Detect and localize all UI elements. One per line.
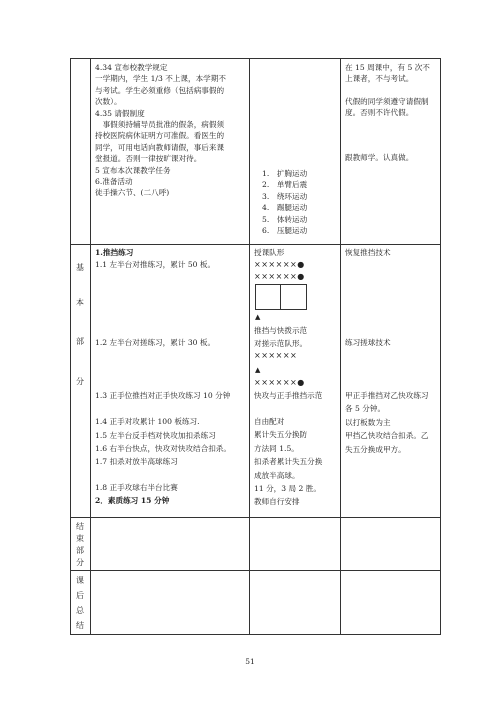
exercise-item: 1.6 右半台快点，快攻对快攻结合扣杀。 <box>95 444 231 453</box>
table-diagram <box>255 284 307 310</box>
side-label-char: 基 <box>76 263 84 272</box>
demo-text: 快攻与正手推挡示范 <box>254 391 323 400</box>
row-divider-1 <box>70 244 440 245</box>
section-heading: 1.推挡练习 <box>95 248 134 257</box>
exercise-item: 1.3 正手位推挡对正手快攻练习 10 分钟 <box>95 391 231 400</box>
top-middle-warmup-list <box>262 168 338 236</box>
side-label-char: 部 <box>76 546 84 555</box>
exercise-item: 1.2 左半台对搓练习，累计 30 板。 <box>95 338 216 347</box>
text-line: 教师自行安排 <box>254 497 300 507</box>
list-item: 5. 体转运动 <box>262 214 308 224</box>
exercise-item: 2．素质练习 15 分钟 <box>95 496 170 505</box>
top-left-text <box>95 62 245 199</box>
text-line: 甲正手推挡对乙快攻练习 <box>345 391 429 400</box>
text-line: 各 5 分钟。 <box>345 404 386 414</box>
col-divider-3 <box>340 58 341 635</box>
text-line: 5 宣布本次课教学任务 <box>95 165 171 175</box>
text-line: 徒手操六节、(二八呼) <box>95 188 170 198</box>
list-item: 4. 踢腿运动 <box>262 203 308 213</box>
side-label-char: 本 <box>76 298 84 307</box>
formation-row: ××××××● <box>254 260 305 269</box>
page-number: 51 <box>245 657 255 666</box>
side-label-char: 后 <box>76 591 84 600</box>
side-label-char: 部 <box>76 337 84 346</box>
side-label-char: 总 <box>76 606 84 615</box>
text-line <box>345 85 439 96</box>
goal-text: 恢复推挡技术 <box>345 248 391 257</box>
text-line: 成放半高球。 <box>254 470 300 480</box>
text-line: 4.35 请假制度 <box>95 108 145 118</box>
teacher-marker: ▲ <box>255 366 261 374</box>
col-divider-1 <box>90 58 91 635</box>
formation-title: 授课队形 <box>254 248 285 257</box>
text-line: 堂报道。否则一律按旷课对待。 <box>95 154 202 164</box>
list-item: 1. 扩胸运动 <box>262 169 308 178</box>
text-line: 失五分换成甲方。 <box>345 444 406 454</box>
text-line: 度。否则不许代假。 <box>345 108 414 118</box>
text-line: 与考试。学生必须重修（包括病事假的 <box>95 85 225 95</box>
side-label-char: 结 <box>76 621 84 630</box>
table-diagram-net <box>280 284 281 309</box>
top-right-text <box>345 62 439 163</box>
list-item: 6. 压腿运动 <box>262 226 308 236</box>
goal-text: 练习搓球技术 <box>345 338 391 347</box>
text-line: 自由配对 <box>254 417 285 426</box>
text-line: 同学，可用电话向教师请假，事后来课 <box>95 142 225 152</box>
text-line: 6.准备活动 <box>95 177 133 187</box>
table-border-bottom <box>70 634 440 635</box>
col-divider-2 <box>249 58 250 635</box>
text-line <box>345 119 439 130</box>
text-line: 11 分，3 局 2 胜。 <box>254 484 321 494</box>
exercise-item: 1.1 左半台对推练习，累计 50 板。 <box>95 260 216 269</box>
side-label-char: 课 <box>76 576 84 585</box>
text-line: 持校医院病休证明方可准假。看医生的 <box>95 131 225 141</box>
text-line: 4.34 宣布校教学规定 <box>95 63 168 72</box>
goal-text <box>345 390 439 455</box>
demo-text: 推挡与快拨示范 <box>254 326 308 335</box>
formation-row: ××××××● <box>254 378 305 387</box>
side-label-char: 结 <box>76 522 84 531</box>
text-line: 上课者，不与考试。 <box>345 74 414 84</box>
formation-row: ×××××× <box>254 351 298 360</box>
table-border-right <box>440 58 441 635</box>
text-line: 代假的同学须遵守请假制 <box>345 96 429 106</box>
text-line: 扣杀者累计失五分换 <box>254 457 323 467</box>
text-line: 一学期内，学生 1/3 不上课，本学期不 <box>95 74 226 84</box>
exercise-item: 1.5 左半台反手档对快攻加扣杀练习 <box>95 431 216 440</box>
exercise-item: 1.4 正手对攻累计 100 板练习. <box>95 417 200 426</box>
text-line: 在 15 周课中，有 5 次不 <box>345 63 430 72</box>
side-label-char: 分 <box>76 377 84 386</box>
text-line: 方法同 1.5。 <box>254 443 299 453</box>
text-line: 以打板数为主 <box>345 417 391 427</box>
row-divider-3 <box>70 570 440 571</box>
text-line <box>345 130 439 152</box>
text-line: 事假须持辅导员批准的假条，病假须 <box>95 120 225 130</box>
table-border-top <box>70 58 440 59</box>
exercise-item: 1.8 正手攻球右半台比赛 <box>95 483 178 492</box>
text-line: 跟教师学。认真做。 <box>345 152 414 162</box>
row-divider-2 <box>70 517 440 518</box>
side-label-char: 分 <box>76 558 84 567</box>
list-item: 2. 单臂后震 <box>262 180 308 190</box>
text-line: 次数）。 <box>95 97 122 107</box>
text-line: 累计失五分换防 <box>254 430 308 440</box>
list-item: 3. 绕环运动 <box>262 191 308 201</box>
formation-row: ××××××● <box>254 272 305 281</box>
teacher-marker: ▲ <box>255 313 261 321</box>
demo-text: 对搓示范队形。 <box>254 339 308 348</box>
exercise-item: 1.7 扣杀对放半高球练习 <box>95 457 178 466</box>
text-line: 甲挡乙快攻结合扣杀。乙 <box>345 431 429 441</box>
side-label-char: 束 <box>76 534 84 543</box>
method-text <box>254 416 338 508</box>
